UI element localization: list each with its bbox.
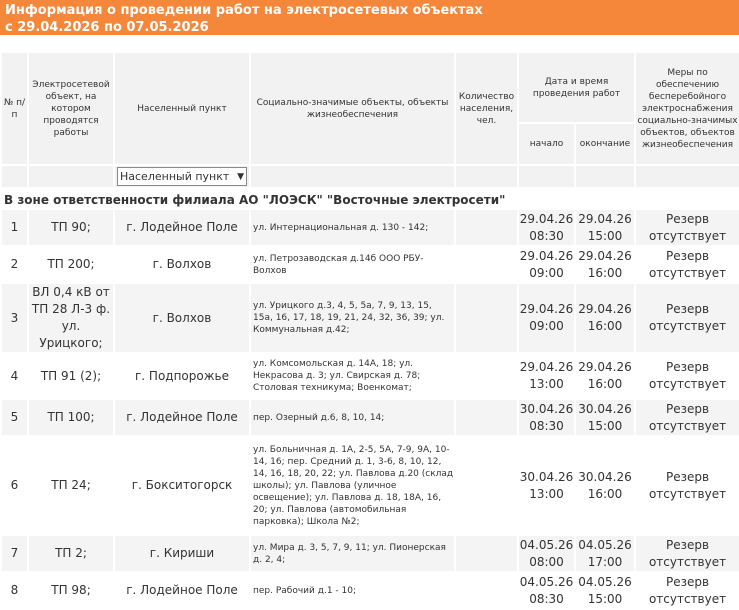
row-end: 29.04.26 16:00 [575, 246, 635, 283]
col-header-datetime: Дата и время проведения работ [518, 52, 635, 123]
row-population [455, 283, 518, 353]
row-start: 04.05.26 08:00 [518, 535, 575, 572]
row-measures: Резерв отсутствует [635, 535, 739, 572]
row-population [455, 246, 518, 283]
row-num: 2 [1, 246, 28, 283]
col-header-settlement: Населенный пункт [114, 52, 250, 165]
row-settlement: г. Лодейное Поле [114, 572, 250, 609]
table-row [1, 246, 739, 283]
row-start: 04.05.26 08:30 [518, 572, 575, 609]
row-measures: Резерв отсутствует [635, 246, 739, 283]
row-num: 3 [1, 283, 28, 353]
row-social-objects: ул. Петрозаводская д.14б ООО РБУ-Волхов [250, 246, 455, 283]
table-row [1, 535, 739, 572]
col-header-start: начало [518, 123, 575, 165]
table-row [1, 209, 739, 246]
row-num: 8 [1, 572, 28, 609]
settlement-filter-value: Населенный пункт [120, 170, 230, 183]
row-object: ТП 98; [28, 572, 114, 609]
row-settlement: г. Лодейное Поле [114, 209, 250, 246]
row-population [455, 535, 518, 572]
row-settlement: г. Волхов [114, 283, 250, 353]
row-population [455, 572, 518, 609]
row-end: 29.04.26 15:00 [575, 209, 635, 246]
row-social-objects: ул. Комсомольская д. 14А, 18; ул. Некрасова д. 3; ул. Свирская д. 78; Столовая техникума; Военкомат; [250, 353, 455, 399]
settlement-filter-select[interactable] [117, 167, 247, 186]
row-population [455, 436, 518, 535]
row-settlement: г. Кириши [114, 535, 250, 572]
row-end: 29.04.26 16:00 [575, 283, 635, 353]
table-row [1, 353, 739, 399]
page-title: Информация о проведении работ на электросетевых объектах [5, 3, 483, 18]
row-object: ТП 2; [28, 535, 114, 572]
row-num: 7 [1, 535, 28, 572]
table-row [1, 436, 739, 535]
row-num: 6 [1, 436, 28, 535]
col-header-num: № п/п [1, 52, 28, 165]
row-object: ТП 24; [28, 436, 114, 535]
table-row [1, 572, 739, 609]
row-measures: Резерв отсутствует [635, 399, 739, 436]
col-header-population: Количество населения, чел. [455, 52, 518, 165]
row-object: ТП 90; [28, 209, 114, 246]
row-measures: Резерв отсутствует [635, 353, 739, 399]
row-num: 4 [1, 353, 28, 399]
row-measures: Резерв отсутствует [635, 209, 739, 246]
page-banner [0, 0, 739, 35]
col-header-end: окончание [575, 123, 635, 165]
col-header-social: Социально-значимые объекты, объекты жизнеобеспечения [250, 52, 455, 165]
section-title: В зоне ответственности филиала АО "ЛОЭСК" "Восточные электросети" [1, 188, 739, 209]
row-social-objects: пер. Озерный д.6, 8, 10, 14; [250, 399, 455, 436]
row-start: 29.04.26 09:00 [518, 246, 575, 283]
row-end: 29.04.26 16:00 [575, 353, 635, 399]
row-population [455, 399, 518, 436]
row-object: ТП 91 (2); [28, 353, 114, 399]
row-end: 04.05.26 17:00 [575, 535, 635, 572]
row-social-objects: ул. Мира д. 3, 5, 7, 9, 11; ул. Пионерская д. 2, 4; [250, 535, 455, 572]
row-settlement: г. Бокситогорск [114, 436, 250, 535]
row-settlement: г. Лодейное Поле [114, 399, 250, 436]
row-social-objects: ул. Интернациональная д. 130 - 142; [250, 209, 455, 246]
row-end: 04.05.26 15:00 [575, 572, 635, 609]
row-measures: Резерв отсутствует [635, 283, 739, 353]
row-social-objects: пер. Рабочий д.1 - 10; [250, 572, 455, 609]
row-settlement: г. Волхов [114, 246, 250, 283]
row-start: 30.04.26 13:00 [518, 436, 575, 535]
row-end: 30.04.26 16:00 [575, 436, 635, 535]
col-header-object: Электросетевой объект, на котором проводятся работы [28, 52, 114, 165]
row-num: 5 [1, 399, 28, 436]
col-header-measures: Меры по обеспечению бесперебойного электроснабжения социально-значимых объектов, объектов жизнеобеспечения [635, 52, 739, 165]
table-row [1, 399, 739, 436]
row-object: ВЛ 0,4 кВ от ТП 28 Л-3 ф. ул. Урицкого; [28, 283, 114, 353]
row-num: 1 [1, 209, 28, 246]
row-start: 29.04.26 08:30 [518, 209, 575, 246]
row-object: ТП 200; [28, 246, 114, 283]
row-start: 30.04.26 08:30 [518, 399, 575, 436]
row-end: 30.04.26 15:00 [575, 399, 635, 436]
works-table [0, 51, 739, 610]
date-range: с 29.04.2026 по 07.05.2026 [5, 20, 209, 35]
table-row [1, 283, 739, 353]
row-social-objects: ул. Больничная д. 1А, 2-5, 5А, 7-9, 9А, 10-14, 16; пер. Средний д. 1, 3-6, 8, 10, 12, 14, 16, 18, 20, 22; ул. Павлова д.20 (склад школы); ул. Павлова (уличное освещение); ул. Павлова д. 18, 18А, 16, 20; ул. Павлова (автомобильная парковка); Школа №2; [250, 436, 455, 535]
row-start: 29.04.26 09:00 [518, 283, 575, 353]
row-measures: Резерв отсутствует [635, 436, 739, 535]
row-population [455, 353, 518, 399]
row-population [455, 209, 518, 246]
row-settlement: г. Подпорожье [114, 353, 250, 399]
chevron-down-icon: ▼ [237, 171, 244, 182]
row-start: 29.04.26 13:00 [518, 353, 575, 399]
row-object: ТП 100; [28, 399, 114, 436]
row-measures: Резерв отсутствует [635, 572, 739, 609]
row-social-objects: ул. Урицкого д.3, 4, 5, 5а, 7, 9, 13, 15, 15а, 16, 17, 18, 19, 21, 24, 32, 36, 39; ул. Коммунальная д.42; [250, 283, 455, 353]
